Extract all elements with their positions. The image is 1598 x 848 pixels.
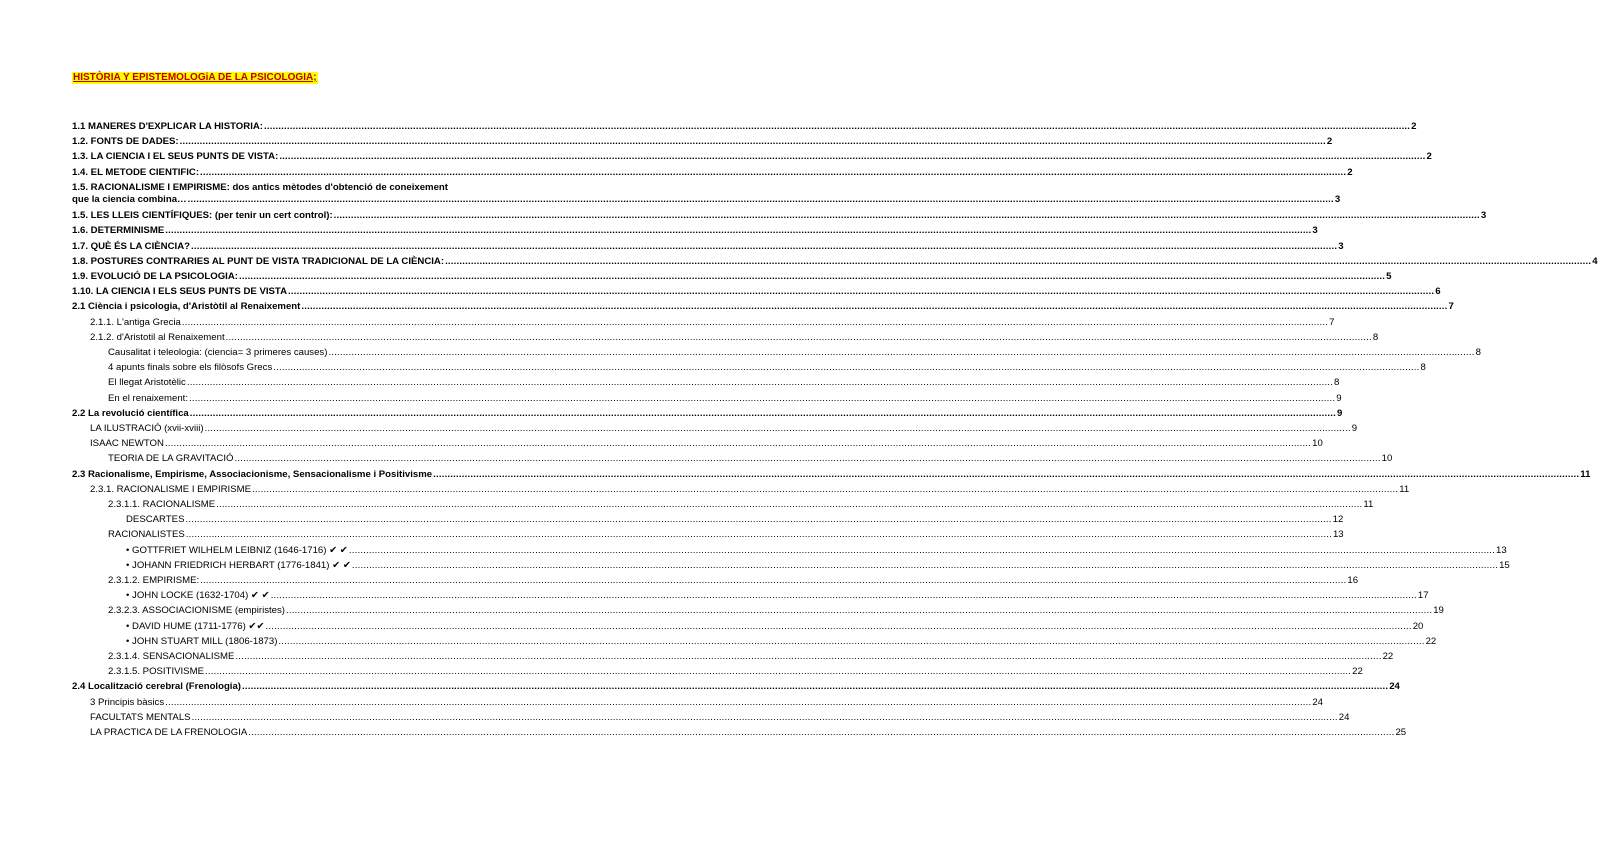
toc-entry-text: FACULTATS MENTALS — [90, 711, 191, 723]
toc-leader-dots: ................................................................................................................................................................................................................................................................................................................................................................................................................ — [234, 453, 1381, 465]
toc-page-number: 12 — [1332, 514, 1344, 526]
toc-entry-text: 2.4 Localització cerebral (Frenologia) — [72, 681, 242, 693]
toc-entry[interactable] — [126, 514, 1344, 526]
toc-leader-dots: ................................................................................................................................................................................................................................................................................................................................................................................................................ — [242, 681, 1389, 693]
toc-entry-text: En el renaixement: — [108, 392, 188, 404]
toc-leader-dots: ................................................................................................................................................................................................................................................................................................................................................................................................................ — [286, 605, 1433, 617]
toc-page-number: 11 — [1363, 499, 1374, 510]
toc-entry[interactable] — [90, 331, 1379, 344]
toc-leader-dots: ................................................................................................................................................................................................................................................................................................................................................................................................................ — [351, 559, 1499, 571]
toc-leader-dots: ................................................................................................................................................................................................................................................................................................................................................................................................................ — [185, 529, 1332, 541]
toc-entry[interactable] — [72, 166, 1353, 179]
toc-leader-dots: ................................................................................................................................................................................................................................................................................................................................................................................................................ — [252, 483, 1399, 495]
toc-entry-text: 4 apunts finals sobre els filòsofs Grecs — [108, 362, 273, 374]
toc-leader-dots: ................................................................................................................................................................................................................................................................................................................................................................................................................ — [328, 347, 1475, 358]
toc-leader-dots: ................................................................................................................................................................................................................................................................................................................................................................................................................ — [235, 651, 1382, 662]
toc-page-number: 24 — [1389, 681, 1400, 693]
toc-leader-dots: ................................................................................................................................................................................................................................................................................................................................................................................................................ — [445, 255, 1592, 267]
toc-page-number: 8 — [1372, 331, 1379, 343]
toc-page-number: 24 — [1338, 711, 1350, 723]
toc-page-number: 22 — [1352, 666, 1363, 678]
toc-entry[interactable] — [72, 407, 1343, 420]
toc-entry-text: 1.1 MANERES D'EXPLICAR LA HISTORIA: — [72, 121, 263, 132]
toc-leader-dots: ................................................................................................................................................................................................................................................................................................................................................................................................................ — [181, 316, 1329, 328]
toc-leader-dots: ................................................................................................................................................................................................................................................................................................................................................................................................................ — [191, 711, 1338, 723]
toc-page-number: 10 — [1312, 438, 1323, 450]
toc-page-number: 2 — [1426, 151, 1432, 163]
toc-entry[interactable] — [126, 635, 1437, 648]
toc-leader-dots: ................................................................................................................................................................................................................................................................................................................................................................................................................ — [164, 438, 1312, 450]
toc-page-number: 2 — [1347, 166, 1353, 178]
toc-entry[interactable] — [108, 392, 1342, 405]
toc-entry-text: • JOHN STUART MILL (1806-1873) — [126, 635, 278, 647]
toc-entry-text: • JOHANN FRIEDRICH HERBART (1776-1841) ✔ ✔ — [126, 559, 351, 571]
toc-entry-text: 1.8. POSTURES CONTRARIES AL PUNT DE VISTA TRADICIONAL DE LA CIÈNCIA: — [72, 255, 445, 267]
toc-leader-dots: ................................................................................................................................................................................................................................................................................................................................................................................................................ — [270, 590, 1417, 602]
toc-page-number: 8 — [1420, 362, 1426, 374]
toc-entry-text: 2.1.2. d'Aristotil al Renaixement — [90, 331, 225, 343]
toc-entry[interactable] — [126, 544, 1507, 557]
document-title: HISTÒRIA Y EPISTEMOLOGiA DE LA PSICOLOGIA; — [73, 72, 317, 83]
toc-entry-text: 1.5. RACIONALISME I EMPIRISME: dos antics mètodes d'obtenció de coneixement — [72, 181, 448, 193]
toc-page-number: 19 — [1433, 605, 1444, 617]
toc-entry-text: 2.3.1. RACIONALISME I EMPIRISME — [90, 483, 252, 495]
toc-entry[interactable] — [72, 271, 1392, 283]
toc-page-number: 9 — [1351, 423, 1358, 434]
toc-page-number: 9 — [1336, 407, 1343, 419]
toc-page-number: 15 — [1499, 559, 1510, 571]
toc-entry[interactable] — [108, 605, 1444, 617]
toc-entry[interactable] — [72, 240, 1344, 253]
toc-entry[interactable] — [90, 727, 1407, 739]
toc-entry-text: TEORIA DE LA GRAVITACIÓ — [108, 453, 234, 465]
toc-page-number: 8 — [1334, 377, 1340, 389]
toc-leader-dots: ................................................................................................................................................................................................................................................................................................................................................................................................................ — [191, 240, 1338, 252]
toc-leader-dots: ................................................................................................................................................................................................................................................................................................................................................................................................................ — [216, 499, 1363, 510]
toc-page-number: 13 — [1496, 544, 1507, 556]
toc-page-number: 3 — [1312, 225, 1318, 237]
toc-page-number: 9 — [1336, 392, 1342, 404]
toc-leader-dots: ................................................................................................................................................................................................................................................................................................................................................................................................................ — [288, 286, 1435, 298]
toc-page-number: 13 — [1332, 529, 1344, 541]
toc-entry-text: • DAVID HUME (1711-1776) ✔✔ — [126, 620, 265, 632]
toc-leader-dots: ................................................................................................................................................................................................................................................................................................................................................................................................................ — [265, 620, 1412, 632]
toc-leader-dots: ................................................................................................................................................................................................................................................................................................................................................................................................................ — [273, 362, 1420, 374]
toc-entry[interactable] — [72, 136, 1333, 148]
toc-leader-dots: ................................................................................................................................................................................................................................................................................................................................................................................................................ — [185, 514, 1332, 526]
toc-entry[interactable] — [90, 696, 1323, 709]
toc-entry[interactable] — [72, 181, 1341, 206]
toc-entry[interactable] — [72, 225, 1318, 237]
toc-entry[interactable] — [72, 301, 1454, 313]
toc-entry-text: 1.7. QUÈ ÉS LA CIÈNCIA? — [72, 240, 190, 252]
toc-entry-text: 1.2. FONTS DE DADES: — [72, 136, 179, 148]
toc-leader-dots: ................................................................................................................................................................................................................................................................................................................................................................................................................ — [238, 271, 1386, 282]
toc-leader-dots: ................................................................................................................................................................................................................................................................................................................................................................................................................ — [165, 696, 1312, 708]
toc-leader-dots: ................................................................................................................................................................................................................................................................................................................................................................................................................ — [301, 301, 1448, 313]
toc-entry[interactable] — [72, 286, 1441, 298]
toc-entry-text: 1.9. EVOLUCIÓ DE LA PSICOLOGIA: — [72, 271, 238, 282]
toc-leader-dots: ................................................................................................................................................................................................................................................................................................................................................................................................................ — [200, 166, 1347, 178]
toc-entry-text: 2.2 La revolució científica — [72, 407, 189, 419]
toc-leader-dots: ................................................................................................................................................................................................................................................................................................................................................................................................................ — [248, 727, 1395, 738]
toc-entry-text: 2.1.1. L'antiga Grecia — [90, 316, 181, 328]
toc-entry-text: 1.10. LA CIENCIA I ELS SEUS PUNTS DE VISTA — [72, 286, 288, 298]
toc-entry-text: 3 Principis bàsics — [90, 696, 165, 708]
toc-entry-text: Causalitat i teleologia: (ciencia= 3 primeres causes) — [108, 347, 328, 358]
toc-entry[interactable] — [72, 121, 1417, 133]
toc-entry[interactable] — [108, 362, 1426, 374]
toc-entry-text: 2.3 Racionalisme, Empirisme, Associacionisme, Sensacionalisme i Positivisme — [72, 468, 433, 480]
toc-entry[interactable] — [90, 423, 1358, 435]
toc-entry-text: • JOHN LOCKE (1632-1704) ✔ ✔ — [126, 590, 270, 602]
toc-page-number: 20 — [1412, 620, 1424, 632]
toc-page-number: 8 — [1475, 347, 1481, 358]
toc-leader-dots: ................................................................................................................................................................................................................................................................................................................................................................................................................ — [200, 575, 1347, 586]
toc-page-number: 2 — [1326, 136, 1333, 148]
toc-entry[interactable] — [72, 681, 1400, 693]
toc-entry[interactable] — [90, 316, 1335, 329]
toc-entry[interactable] — [90, 483, 1410, 496]
toc-page-number: 16 — [1347, 575, 1359, 586]
toc-page-number: 6 — [1435, 286, 1441, 298]
toc-entry-text: 1.5. LES LLEIS CIENTÍFIQUES: (per tenir un cert control): — [72, 210, 333, 222]
toc-entry[interactable] — [108, 529, 1344, 541]
toc-entry-text: 2.3.1.5. POSITIVISME — [108, 666, 204, 678]
toc-leader-dots: ................................................................................................................................................................................................................................................................................................................................................................................................................ — [204, 423, 1351, 434]
toc-page-number: 24 — [1312, 696, 1323, 708]
toc-entry[interactable] — [108, 453, 1393, 465]
toc-entry-line — [72, 193, 1341, 206]
toc-page-number: 3 — [1334, 193, 1341, 205]
toc-leader-dots: ................................................................................................................................................................................................................................................................................................................................................................................................................ — [187, 193, 1334, 205]
toc-leader-dots: ................................................................................................................................................................................................................................................................................................................................................................................................................ — [225, 331, 1372, 343]
toc-entry[interactable] — [108, 666, 1363, 678]
toc-entry-text: DESCARTES — [126, 514, 185, 526]
toc-page-number: 11 — [1580, 468, 1591, 480]
toc-entry-text: 2.3.2.3. ASSOCIACIONISME (empiristes) — [108, 605, 286, 617]
toc-entry-text: 2.3.1.2. EMPIRISME: — [108, 575, 200, 586]
toc-entry-text: 1.3. LA CIENCIA I EL SEUS PUNTS DE VISTA: — [72, 151, 279, 163]
toc-leader-dots: ................................................................................................................................................................................................................................................................................................................................................................................................................ — [433, 468, 1580, 480]
toc-entry-text: El llegat Aristotèlic — [108, 377, 186, 389]
toc-page-number: 22 — [1382, 651, 1394, 662]
toc-leader-dots: ................................................................................................................................................................................................................................................................................................................................................................................................................ — [333, 210, 1480, 222]
toc-entry[interactable] — [108, 499, 1374, 511]
toc-page-number: 11 — [1399, 483, 1410, 495]
toc-leader-dots: ................................................................................................................................................................................................................................................................................................................................................................................................................ — [189, 392, 1336, 404]
toc-entry[interactable] — [108, 347, 1481, 359]
toc-entry-text-continued: que la ciencia combina… — [72, 193, 187, 205]
toc-leader-dots: ................................................................................................................................................................................................................................................................................................................................................................................................................ — [348, 544, 1496, 556]
toc-leader-dots: ................................................................................................................................................................................................................................................................................................................................................................................................................ — [204, 666, 1352, 678]
toc-leader-dots: ................................................................................................................................................................................................................................................................................................................................................................................................................ — [186, 377, 1334, 389]
toc-entry-text: 1.4. EL METODE CIENTIFIC: — [72, 166, 200, 178]
toc-entry[interactable] — [126, 620, 1424, 633]
toc-page-number: 7 — [1448, 301, 1454, 313]
toc-page-number: 10 — [1381, 453, 1393, 465]
toc-page-number: 25 — [1395, 727, 1407, 738]
toc-page-number: 2 — [1411, 121, 1417, 132]
toc-page-number: 3 — [1338, 240, 1344, 252]
toc-entry[interactable] — [72, 210, 1487, 222]
toc-leader-dots: ................................................................................................................................................................................................................................................................................................................................................................................................................ — [179, 136, 1326, 148]
toc-page-number: 5 — [1386, 271, 1392, 282]
toc-entry-text: ISAAC NEWTON — [90, 438, 164, 450]
toc-leader-dots: ................................................................................................................................................................................................................................................................................................................................................................................................................ — [279, 151, 1426, 163]
toc-entry-text: RACIONALISTES — [108, 529, 185, 541]
toc-entry-text: • GOTTFRIET WILHELM LEIBNIZ (1646-1716) ✔ ✔ — [126, 544, 348, 556]
toc-page-number: 4 — [1592, 255, 1598, 267]
toc-entry-text: LA ILUSTRACIÓ (xvii-xviii) — [90, 423, 204, 434]
toc-entry[interactable] — [90, 711, 1350, 724]
toc-entry[interactable] — [126, 590, 1429, 602]
toc-leader-dots: ................................................................................................................................................................................................................................................................................................................................................................................................................ — [189, 407, 1336, 419]
toc-entry[interactable] — [108, 651, 1394, 663]
toc-page-number: 17 — [1417, 590, 1429, 602]
toc-entry-line — [72, 182, 528, 194]
toc-entry[interactable] — [72, 151, 1432, 163]
toc-entry[interactable] — [90, 438, 1323, 450]
toc-page-number: 22 — [1425, 635, 1437, 647]
toc-entry-text: 2.1 Ciència i psicologia, d'Aristòtil al Renaixement — [72, 301, 301, 313]
toc-page-number: 3 — [1480, 210, 1487, 222]
toc-entry-text: 2.3.1.1. RACIONALISME — [108, 499, 216, 510]
toc-entry[interactable] — [108, 377, 1340, 389]
toc-leader-dots: ................................................................................................................................................................................................................................................................................................................................................................................................................ — [165, 225, 1312, 237]
toc-entry-text: 1.6. DETERMINISME — [72, 225, 165, 237]
toc-leader-dots: ................................................................................................................................................................................................................................................................................................................................................................................................................ — [263, 121, 1411, 132]
toc-entry[interactable] — [108, 575, 1359, 587]
toc-entry[interactable] — [72, 255, 1598, 268]
toc-leader-dots: ................................................................................................................................................................................................................................................................................................................................................................................................................ — [278, 635, 1425, 647]
toc-entry-text: LA PRACTICA DE LA FRENOLOGIA — [90, 727, 248, 738]
toc-entry[interactable] — [126, 559, 1510, 572]
toc-entry[interactable] — [72, 468, 1591, 481]
toc-page-number: 7 — [1329, 316, 1335, 328]
toc-entry-text: 2.3.1.4. SENSACIONALISME — [108, 651, 235, 662]
